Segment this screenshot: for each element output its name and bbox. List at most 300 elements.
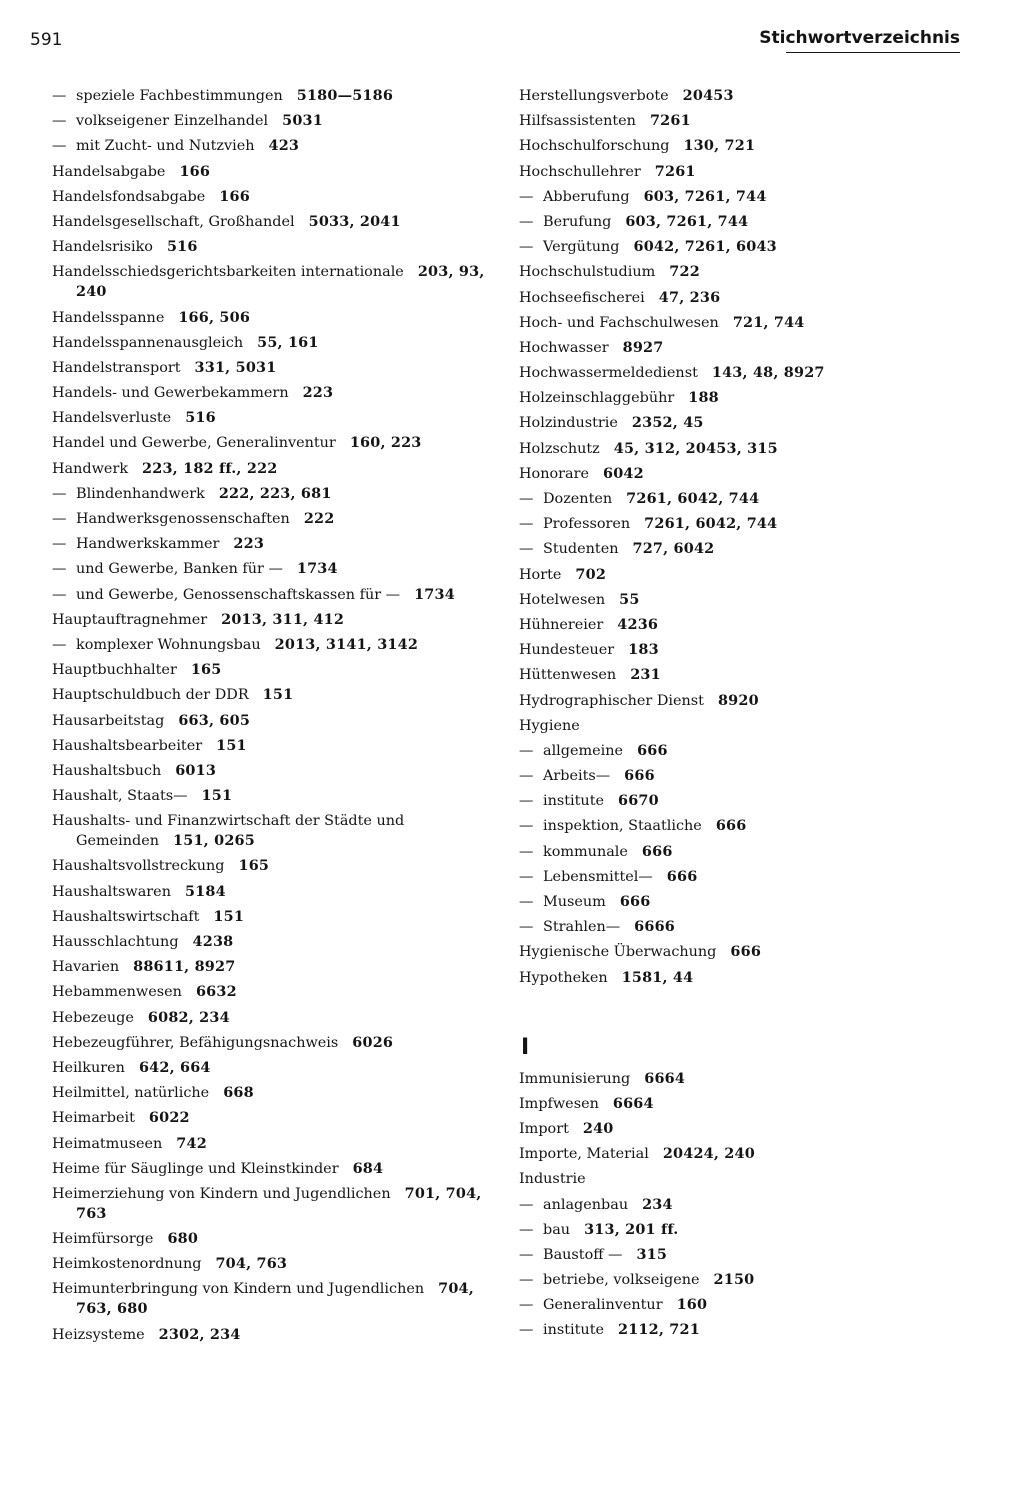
section-letter-heading: I — [521, 1034, 530, 1060]
index-entry — [52, 408, 502, 428]
entry-term: Professoren — [543, 516, 631, 533]
entry-page-refs: 666 — [619, 893, 651, 910]
subentry-dash: — — [519, 1246, 534, 1263]
entry-page-refs: 666 — [641, 842, 673, 860]
index-entry — [519, 590, 969, 610]
index-entry — [519, 262, 969, 282]
entry-term: Holzindustrie — [519, 415, 618, 432]
entry-term: Handelsfondsabgabe — [52, 188, 206, 205]
entry-term: Holzeinschlaggebühr — [519, 390, 675, 407]
entry-term: Handelsverluste — [52, 410, 172, 427]
index-entry — [52, 685, 502, 705]
entry-term: Horte — [519, 566, 562, 583]
entry-term: Vergütung — [543, 239, 620, 256]
subentry-dash: — — [52, 536, 67, 553]
entry-term: Hochseefischerei — [519, 289, 645, 306]
index-entry — [519, 363, 969, 383]
entry-page-refs: 165 — [190, 661, 222, 679]
index-entry — [52, 711, 502, 731]
subentry-dash: — — [519, 516, 534, 533]
index-subentry — [519, 237, 969, 257]
index-entry — [52, 932, 502, 952]
index-entry — [52, 1279, 502, 1319]
entry-list-left — [52, 86, 502, 1345]
index-entry — [52, 237, 502, 257]
index-entry — [519, 1169, 969, 1189]
entry-term: Heimunterbringung von Kindern und Jugendlichen — [52, 1281, 425, 1298]
index-entry — [519, 665, 969, 685]
index-entry — [519, 136, 969, 156]
index-subentry — [519, 1220, 969, 1240]
entry-page-refs: 240 — [582, 1119, 614, 1137]
entry-page-refs: 603, 7261, 744 — [625, 212, 749, 230]
entry-term: Hochwasser — [519, 339, 609, 356]
entry-term: betriebe, volkseigene — [543, 1272, 700, 1289]
entry-term: und Gewerbe, Banken für — — [76, 561, 283, 578]
entry-term: Heimerziehung von Kindern und Jugendlichen — [52, 1185, 391, 1202]
entry-page-refs: 6670 — [618, 792, 659, 810]
index-entry — [52, 1033, 502, 1053]
index-subentry — [519, 766, 969, 786]
index-entry — [519, 388, 969, 408]
subentry-dash: — — [519, 793, 534, 810]
entry-page-refs: 223 — [302, 384, 334, 402]
subentry-dash: — — [519, 541, 534, 558]
entry-page-refs: 727, 6042 — [632, 540, 715, 558]
entry-term: Heimkostenordnung — [52, 1256, 202, 1273]
entry-term: Honorare — [519, 465, 589, 482]
entry-term: anlagenbau — [543, 1196, 629, 1213]
entry-page-refs: 88611, 8927 — [133, 958, 236, 976]
index-subentry — [519, 1295, 969, 1315]
entry-page-refs: 45, 312, 20453, 315 — [613, 439, 778, 457]
index-entry — [519, 111, 969, 131]
index-entry — [52, 1325, 502, 1345]
entry-term: Haushalt, Staats— — [52, 788, 188, 805]
entry-page-refs: 1734 — [296, 560, 338, 578]
entry-term: Heimfürsorge — [52, 1231, 154, 1248]
subentry-dash: — — [519, 843, 534, 860]
entry-page-refs: 160, 223 — [349, 434, 422, 452]
index-entry — [519, 565, 969, 585]
entry-page-refs: 6026 — [352, 1033, 394, 1051]
entry-term: Handwerk — [52, 460, 129, 477]
entry-term: Heilmittel, natürliche — [52, 1085, 210, 1102]
entry-term: Hochschulforschung — [519, 138, 670, 155]
entry-page-refs: 331, 5031 — [194, 358, 277, 376]
index-subentry — [52, 136, 502, 156]
entry-page-refs: 684 — [352, 1159, 384, 1177]
entry-page-refs: 6022 — [148, 1109, 190, 1127]
index-entry — [52, 1058, 502, 1078]
subentry-dash: — — [519, 868, 534, 885]
entry-term: Blindenhandwerk — [76, 485, 205, 502]
entry-page-refs: 2302, 234 — [158, 1325, 241, 1343]
entry-page-refs: 666 — [624, 767, 655, 785]
index-subentry — [519, 917, 969, 937]
entry-term: Hochschulstudium — [519, 264, 656, 281]
index-entry — [52, 811, 502, 851]
entry-term: Herstellungsverbote — [519, 88, 669, 104]
entry-page-refs: 5033, 2041 — [308, 212, 401, 230]
entry-page-refs: 666 — [715, 817, 747, 835]
entry-page-refs: 20424, 240 — [662, 1145, 755, 1163]
entry-term: Arbeits— — [543, 768, 611, 785]
index-entry — [519, 942, 969, 962]
entry-page-refs: 4238 — [192, 933, 234, 950]
index-entry — [52, 212, 502, 232]
index-entry — [52, 308, 502, 328]
entry-page-refs: 642, 664 — [138, 1058, 211, 1076]
index-subentry — [519, 514, 969, 534]
entry-page-refs: 666 — [637, 741, 668, 759]
entry-term: Hauptauftragnehmer — [52, 611, 208, 628]
index-entry — [519, 716, 969, 736]
entry-term: Handelsspanne — [52, 309, 165, 326]
entry-term: institute — [543, 1322, 604, 1339]
index-subentry — [519, 1270, 969, 1290]
entry-page-refs: 47, 236 — [658, 288, 721, 306]
entry-page-refs: 742 — [176, 1134, 207, 1152]
index-entry — [52, 1229, 502, 1249]
entry-page-refs: 7261 — [649, 112, 691, 130]
index-subentry — [52, 635, 502, 655]
index-entry — [52, 262, 502, 302]
entry-page-refs: 663, 605 — [178, 711, 251, 729]
index-subentry — [519, 867, 969, 887]
entry-page-refs: 6013 — [175, 761, 217, 779]
index-entry — [52, 433, 502, 453]
entry-page-refs: 231 — [630, 666, 661, 684]
entry-term: Hausarbeitstag — [52, 712, 165, 729]
entry-term: Hoch- und Fachschulwesen — [519, 314, 719, 331]
entry-page-refs: 203, 93, 240 — [76, 263, 485, 301]
entry-term: Impfwesen — [519, 1095, 599, 1112]
index-entry — [52, 1134, 502, 1154]
index-column-left — [52, 86, 502, 1350]
entry-page-refs: 165 — [238, 857, 270, 875]
entry-term: Handelsabgabe — [52, 163, 166, 180]
index-subentry — [519, 1320, 969, 1340]
index-entry — [52, 187, 502, 207]
entry-term: Havarien — [52, 959, 120, 976]
entry-term: Studenten — [543, 541, 619, 558]
index-entry — [52, 459, 502, 479]
entry-term: Hebammenwesen — [52, 984, 182, 1001]
entry-term: Import — [519, 1120, 569, 1137]
index-subentry — [519, 892, 969, 912]
index-entry — [52, 786, 502, 806]
entry-term: Generalinventur — [543, 1297, 663, 1314]
entry-term: Handels- und Gewerbekammern — [52, 385, 289, 402]
subentry-dash: — — [52, 636, 67, 653]
entry-page-refs: 6082, 234 — [147, 1008, 230, 1026]
entry-page-refs: 702 — [575, 565, 607, 583]
entry-term: Haushaltsbuch — [52, 762, 162, 779]
subentry-dash: — — [519, 1196, 534, 1213]
entry-term: Haushalts- und Finanzwirtschaft der Städte und Gemeinden — [52, 813, 405, 850]
entry-term: Hochwassermeldedienst — [519, 365, 698, 382]
index-entry — [52, 1108, 502, 1128]
index-entry — [52, 1083, 502, 1103]
index-entry — [519, 288, 969, 308]
entry-page-refs: 2013, 3141, 3142 — [274, 635, 419, 653]
entry-page-refs: 55 — [619, 590, 640, 608]
index-subentry — [519, 1195, 969, 1215]
entry-page-refs: 6632 — [195, 983, 237, 1001]
index-subentry — [52, 509, 502, 529]
index-entry — [52, 383, 502, 403]
entry-page-refs: 160 — [676, 1296, 708, 1314]
index-subentry — [519, 816, 969, 836]
entry-page-refs: 680 — [167, 1230, 199, 1248]
subentry-dash: — — [519, 818, 534, 835]
index-entry — [519, 86, 969, 106]
entry-page-refs: 2112, 721 — [618, 1321, 700, 1339]
index-entry — [52, 856, 502, 876]
entry-term: Hygiene — [519, 717, 580, 734]
entry-page-refs: 704, 763, 680 — [76, 1280, 474, 1318]
entry-page-refs: 7261, 6042, 744 — [626, 490, 760, 507]
index-entry — [519, 162, 969, 182]
entry-term: Berufung — [543, 213, 612, 230]
entry-term: Holzschutz — [519, 440, 600, 457]
subentry-dash: — — [519, 742, 534, 759]
entry-page-refs: 666 — [730, 943, 762, 961]
entry-term: und Gewerbe, Genossenschaftskassen für — — [76, 586, 401, 603]
index-entry — [52, 660, 502, 680]
entry-page-refs: 8920 — [717, 691, 759, 709]
entry-list-h — [519, 86, 969, 988]
entry-term: Hauptbuchhalter — [52, 662, 177, 679]
subentry-dash: — — [52, 88, 67, 104]
entry-page-refs: 704, 763 — [215, 1255, 288, 1273]
index-entry — [519, 1069, 969, 1089]
index-subentry — [519, 1245, 969, 1265]
index-entry — [519, 1119, 969, 1139]
index-subentry — [519, 187, 969, 207]
entry-term: Handelsrisiko — [52, 239, 153, 256]
entry-term: Heilkuren — [52, 1059, 125, 1076]
index-entry — [52, 882, 502, 902]
subentry-dash: — — [519, 768, 534, 785]
entry-term: bau — [543, 1221, 571, 1238]
index-column-right — [519, 86, 969, 1346]
entry-term: Haushaltsbearbeiter — [52, 737, 203, 754]
entry-page-refs: 516 — [185, 409, 216, 427]
index-subentry — [519, 741, 969, 761]
subentry-dash: — — [519, 1221, 534, 1238]
entry-page-refs: 166, 506 — [178, 308, 251, 326]
entry-page-refs: 6666 — [634, 918, 676, 936]
index-entry — [519, 691, 969, 711]
index-entry — [519, 413, 969, 433]
entry-page-refs: 5031 — [282, 112, 323, 130]
page-number: 591 — [30, 30, 63, 50]
entry-list-i — [519, 1069, 969, 1341]
index-entry — [519, 464, 969, 484]
subentry-dash: — — [52, 138, 67, 155]
entry-term: Hundesteuer — [519, 642, 615, 659]
entry-term: komplexer Wohnungsbau — [76, 636, 261, 653]
subentry-dash: — — [519, 491, 534, 507]
entry-page-refs: 151 — [213, 907, 245, 925]
entry-page-refs: 7261, 6042, 744 — [644, 515, 778, 533]
subentry-dash: — — [519, 1297, 534, 1314]
entry-term: Handelsspannenausgleich — [52, 334, 244, 351]
entry-page-refs: 188 — [688, 389, 719, 407]
index-subentry — [519, 791, 969, 811]
index-entry — [519, 439, 969, 459]
entry-term: mit Zucht- und Nutzvieh — [76, 138, 255, 155]
entry-term: allgemeine — [543, 742, 624, 759]
entry-page-refs: 4236 — [617, 615, 659, 633]
entry-term: Hausschlachtung — [52, 934, 179, 950]
index-entry — [519, 1144, 969, 1164]
entry-page-refs: 2013, 311, 412 — [221, 610, 345, 628]
entry-page-refs: 5180—5186 — [296, 87, 394, 104]
entry-page-refs: 151 — [201, 787, 233, 805]
entry-page-refs: 7261 — [654, 162, 696, 180]
entry-page-refs: 151, 0265 — [173, 832, 255, 850]
entry-term: Haushaltswirtschaft — [52, 908, 200, 925]
entry-term: Industrie — [519, 1171, 586, 1188]
entry-page-refs: 222, 223, 681 — [218, 484, 332, 502]
entry-term: Hühnereier — [519, 616, 604, 633]
running-head: Stichwortverzeichnis — [759, 28, 960, 48]
entry-term: Hygienische Überwachung — [519, 944, 717, 961]
entry-term: Heime für Säuglinge und Kleinstkinder — [52, 1160, 339, 1177]
subentry-dash: — — [52, 485, 67, 502]
entry-term: Hüttenwesen — [519, 667, 617, 684]
entry-page-refs: 701, 704, 763 — [76, 1184, 482, 1222]
entry-page-refs: 6042 — [603, 464, 644, 482]
entry-term: Hochschullehrer — [519, 163, 641, 180]
entry-page-refs: 603, 7261, 744 — [643, 187, 767, 205]
index-subentry — [519, 842, 969, 862]
index-entry — [52, 1254, 502, 1274]
entry-term: speziele Fachbestimmungen — [76, 88, 283, 104]
entry-term: Immunisierung — [519, 1070, 631, 1087]
index-subentry — [52, 559, 502, 579]
entry-term: Handwerkskammer — [76, 536, 220, 553]
entry-term: Heimatmuseen — [52, 1135, 163, 1152]
index-entry — [519, 615, 969, 635]
entry-page-refs: 222 — [303, 510, 335, 527]
entry-page-refs: 55, 161 — [257, 333, 319, 351]
index-entry — [519, 338, 969, 358]
entry-term: Hebezeuge — [52, 1009, 134, 1026]
entry-page-refs: 721, 744 — [732, 313, 805, 331]
entry-term: volkseigener Einzelhandel — [76, 113, 269, 130]
entry-page-refs: 183 — [628, 641, 659, 659]
entry-page-refs: 6664 — [612, 1094, 654, 1112]
index-subentry — [519, 539, 969, 559]
entry-term: Hebezeugführer, Befähigungsnachweis — [52, 1034, 339, 1051]
entry-term: Haushaltsvollstreckung — [52, 858, 225, 875]
entry-page-refs: 8927 — [622, 338, 664, 356]
entry-page-refs: 6042, 7261, 6043 — [633, 238, 777, 256]
entry-term: Handelstransport — [52, 359, 181, 376]
index-entry — [52, 610, 502, 630]
entry-page-refs: 151 — [262, 686, 294, 704]
entry-page-refs: 166 — [179, 162, 211, 180]
entry-term: Importe, Material — [519, 1146, 649, 1163]
subentry-dash: — — [519, 1272, 534, 1289]
entry-page-refs: 130, 721 — [683, 137, 756, 155]
subentry-dash: — — [519, 894, 534, 910]
entry-term: Hydrographischer Dienst — [519, 692, 704, 709]
index-subentry — [52, 534, 502, 554]
entry-page-refs: 1581, 44 — [621, 968, 694, 986]
entry-term: Abberufung — [543, 188, 630, 205]
subentry-dash: — — [519, 1322, 534, 1339]
index-entry — [52, 162, 502, 182]
entry-term: Heizsysteme — [52, 1326, 145, 1343]
subentry-dash: — — [52, 113, 67, 130]
index-entry — [52, 1159, 502, 1179]
entry-term: inspektion, Staatliche — [543, 818, 702, 835]
index-entry — [52, 1008, 502, 1028]
entry-term: Hypotheken — [519, 969, 608, 986]
entry-page-refs: 223, 182 ff., 222 — [142, 459, 278, 477]
subentry-dash: — — [52, 586, 67, 603]
entry-term: kommunale — [543, 843, 628, 860]
entry-term: Heimarbeit — [52, 1110, 135, 1127]
entry-term: Hauptschuldbuch der DDR — [52, 687, 249, 704]
index-entry — [519, 313, 969, 333]
subentry-dash: — — [519, 188, 534, 205]
index-entry — [52, 982, 502, 1002]
entry-term: Handel und Gewerbe, Generalinventur — [52, 435, 336, 452]
entry-page-refs: 143, 48, 8927 — [711, 364, 825, 382]
index-entry — [52, 333, 502, 353]
entry-page-refs: 315 — [636, 1245, 668, 1263]
subentry-dash: — — [519, 239, 534, 256]
entry-term: Baustoff — — [543, 1246, 623, 1263]
subentry-dash: — — [519, 919, 534, 936]
entry-term: Lebensmittel— — [543, 868, 653, 885]
header-rule — [786, 52, 960, 53]
index-subentry — [519, 489, 969, 509]
entry-page-refs: 223 — [233, 535, 265, 553]
index-subentry — [52, 484, 502, 504]
index-entry — [52, 761, 502, 781]
index-subentry — [52, 585, 502, 605]
entry-page-refs: 516 — [166, 238, 198, 256]
entry-page-refs: 6664 — [644, 1069, 686, 1087]
entry-page-refs: 423 — [268, 137, 300, 155]
entry-term: Hotelwesen — [519, 591, 606, 608]
entry-page-refs: 2352, 45 — [631, 414, 704, 432]
index-subentry — [52, 86, 502, 106]
entry-term: institute — [543, 793, 604, 810]
entry-page-refs: 668 — [223, 1084, 254, 1102]
index-entry — [52, 358, 502, 378]
entry-page-refs: 234 — [642, 1195, 673, 1213]
entry-term: Handwerksgenossenschaften — [76, 511, 290, 527]
subentry-dash: — — [52, 511, 67, 527]
entry-term: Museum — [543, 894, 606, 910]
subentry-dash: — — [519, 213, 534, 230]
entry-page-refs: 666 — [666, 867, 698, 885]
subentry-dash: — — [52, 561, 67, 578]
index-subentry — [519, 212, 969, 232]
entry-page-refs: 313, 201 ff. — [584, 1220, 679, 1238]
entry-page-refs: 166 — [219, 187, 250, 205]
entry-term: Hilfsassistenten — [519, 113, 636, 130]
entry-page-refs: 2150 — [713, 1271, 755, 1289]
